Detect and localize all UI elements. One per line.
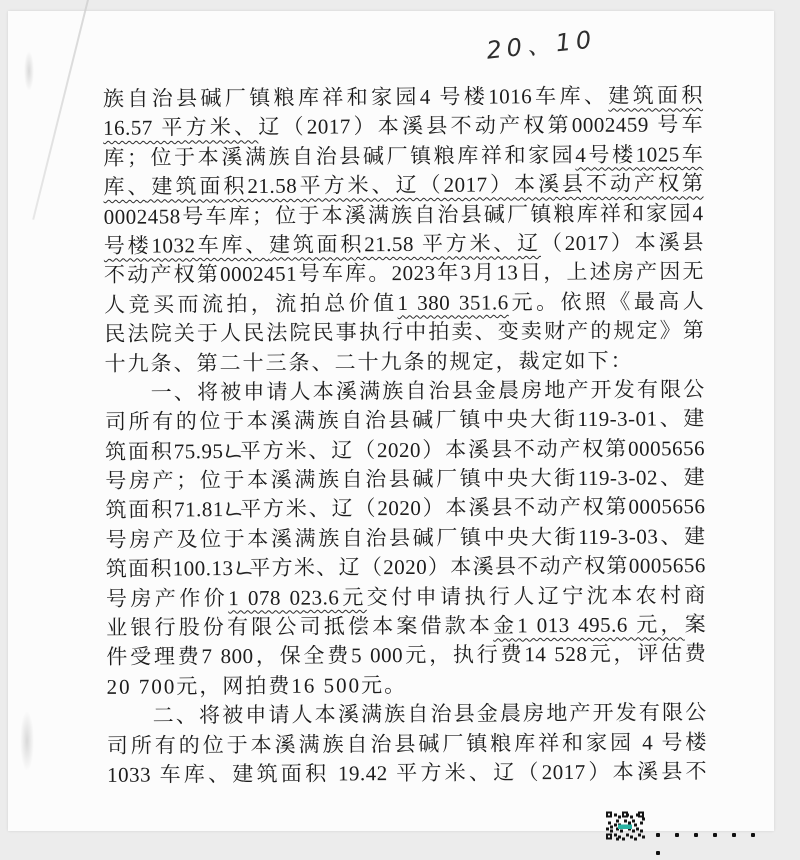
text-segment: 筑面积71.81 xyxy=(105,497,224,523)
text-line xyxy=(105,463,705,496)
handwritten-tick-icon xyxy=(233,556,248,580)
text-segment: 一、将被申请人本溪满族自治县金晨房地产开发有限公 xyxy=(150,377,705,405)
underlined-text: 建筑面积21.58 平方米、辽 xyxy=(268,231,541,257)
text-segment: 案 xyxy=(684,612,707,637)
text-line xyxy=(104,228,704,261)
text-line xyxy=(104,258,704,291)
text-segment: 民法院关于人民法院民事执行中拍卖、变卖财产的规定》第 xyxy=(104,318,705,346)
text-segment: 业银行股份有限公司抵偿本案借款本 xyxy=(106,613,494,640)
text-line xyxy=(105,434,705,467)
text-line xyxy=(107,728,707,761)
text-segment: 十九条、第二十三条、二十九条的规定，裁定如下： xyxy=(104,348,634,376)
text-segment: 平方米、辽（2020）本溪县不动产权第0005656 xyxy=(238,435,706,463)
scanned-page xyxy=(8,11,774,831)
dot-row xyxy=(656,824,776,860)
text-line xyxy=(104,287,704,320)
paper-edge-artifact xyxy=(32,0,90,220)
handwritten-note: 20、10 xyxy=(485,25,598,65)
text-line xyxy=(106,610,706,643)
text-segment: 司所有的位于本溪满族自治县碱厂镇中央大街119-3-01、建 xyxy=(104,406,705,435)
text-segment: 号房产作价 xyxy=(105,585,229,611)
text-line xyxy=(105,375,705,408)
text-segment: （2017）本溪县 xyxy=(540,230,704,256)
underlined-text: 16.57 平方米、 xyxy=(103,115,259,141)
text-line xyxy=(105,493,705,526)
text-segment: 件受理费7 800，保全费5 000元，执行费14 528元，评估费 xyxy=(106,641,707,670)
text-segment: 平方米、辽（2020）本溪县不动产权第0005656 xyxy=(248,553,706,581)
dot-icon xyxy=(694,833,698,837)
text-segment: 不动产权第0002451号车库。2023年3月13日，上述房产因无 xyxy=(103,259,705,288)
text-segment: 司所有的位于本溪满族自治县碱厂镇粮库祥和家园 4 号楼 xyxy=(106,729,707,758)
text-line xyxy=(106,551,706,584)
text-line xyxy=(104,346,704,379)
text-line xyxy=(106,581,706,614)
text-segment: 平方米、辽（2020）本溪县不动产权第0005656 xyxy=(238,494,706,522)
handwritten-tick-icon xyxy=(224,497,239,521)
underlined-text: 建筑面积 xyxy=(608,83,704,108)
dot-icon xyxy=(656,851,660,855)
text-line xyxy=(104,199,704,232)
text-segment: 1033 车库、建筑面积 19.42 平方米、辽（2017）本溪县不 xyxy=(106,759,708,787)
dot-icon xyxy=(751,833,755,837)
text-line xyxy=(103,111,703,144)
underlined-text: 号楼1032车库、 xyxy=(103,232,270,258)
text-line xyxy=(106,640,706,673)
text-line xyxy=(103,140,703,173)
handwritten-tick-icon xyxy=(223,439,238,463)
qr-code-icon xyxy=(606,811,646,842)
text-line xyxy=(106,669,706,702)
dot-icon xyxy=(675,833,679,837)
text-segment: 人竞买而流拍，流拍总价值 xyxy=(104,290,398,317)
dot-icon xyxy=(656,833,660,837)
text-segment: 库；位于本溪满族自治县碱厂镇粮库祥和家园 xyxy=(103,142,576,170)
text-line xyxy=(103,81,703,114)
underlined-text: 库、建筑面积21.58平方米、辽（2017）本溪县不动产权第 xyxy=(103,171,704,200)
text-segment: 筑面积100.13 xyxy=(105,556,234,582)
scan-smudge xyxy=(20,711,34,771)
text-line xyxy=(107,757,707,790)
text-line xyxy=(104,316,704,349)
text-segment: 号房产及位于本溪满族自治县碱厂镇中央大街119-3-03、建 xyxy=(105,524,706,552)
text-line xyxy=(106,522,706,555)
document-text xyxy=(103,81,707,790)
dot-icon xyxy=(732,833,736,837)
underlined-text: 4号楼1025车 xyxy=(575,141,704,167)
text-segment: 0002458号车库；位于本溪满族自治县碱厂镇粮库祥和家园4 xyxy=(103,200,704,229)
underlined-text: 金1 013 495.6 元， xyxy=(493,612,685,638)
text-segment: 二、将被申请人本溪满族自治县金晨房地产开发有限公 xyxy=(152,700,707,728)
underlined-text: 1 380 351.6 xyxy=(397,290,509,315)
text-segment: 号房产；位于本溪满族自治县碱厂镇中央大街119-3-02、建 xyxy=(105,465,706,493)
text-segment: 族自治县碱厂镇粮库祥和家园4 号楼1016车库、 xyxy=(102,83,609,111)
text-line xyxy=(107,698,707,731)
page-footer xyxy=(606,811,776,843)
underlined-text: 1 078 023.6元 xyxy=(228,584,367,610)
text-segment: 筑面积75.95 xyxy=(105,438,224,464)
text-segment: 辽（2017）本溪县不动产权第0002459 号车 xyxy=(258,112,704,140)
dot-icon xyxy=(713,833,717,837)
text-segment: 元。依照《最高人 xyxy=(508,288,705,315)
text-line xyxy=(103,169,703,202)
text-segment: 20 700元，网拍费16 500元。 xyxy=(106,672,408,699)
scan-smudge xyxy=(24,51,34,91)
text-line xyxy=(105,404,705,437)
text-segment: 交付申请执行人辽宁沈本农村商 xyxy=(366,582,707,609)
